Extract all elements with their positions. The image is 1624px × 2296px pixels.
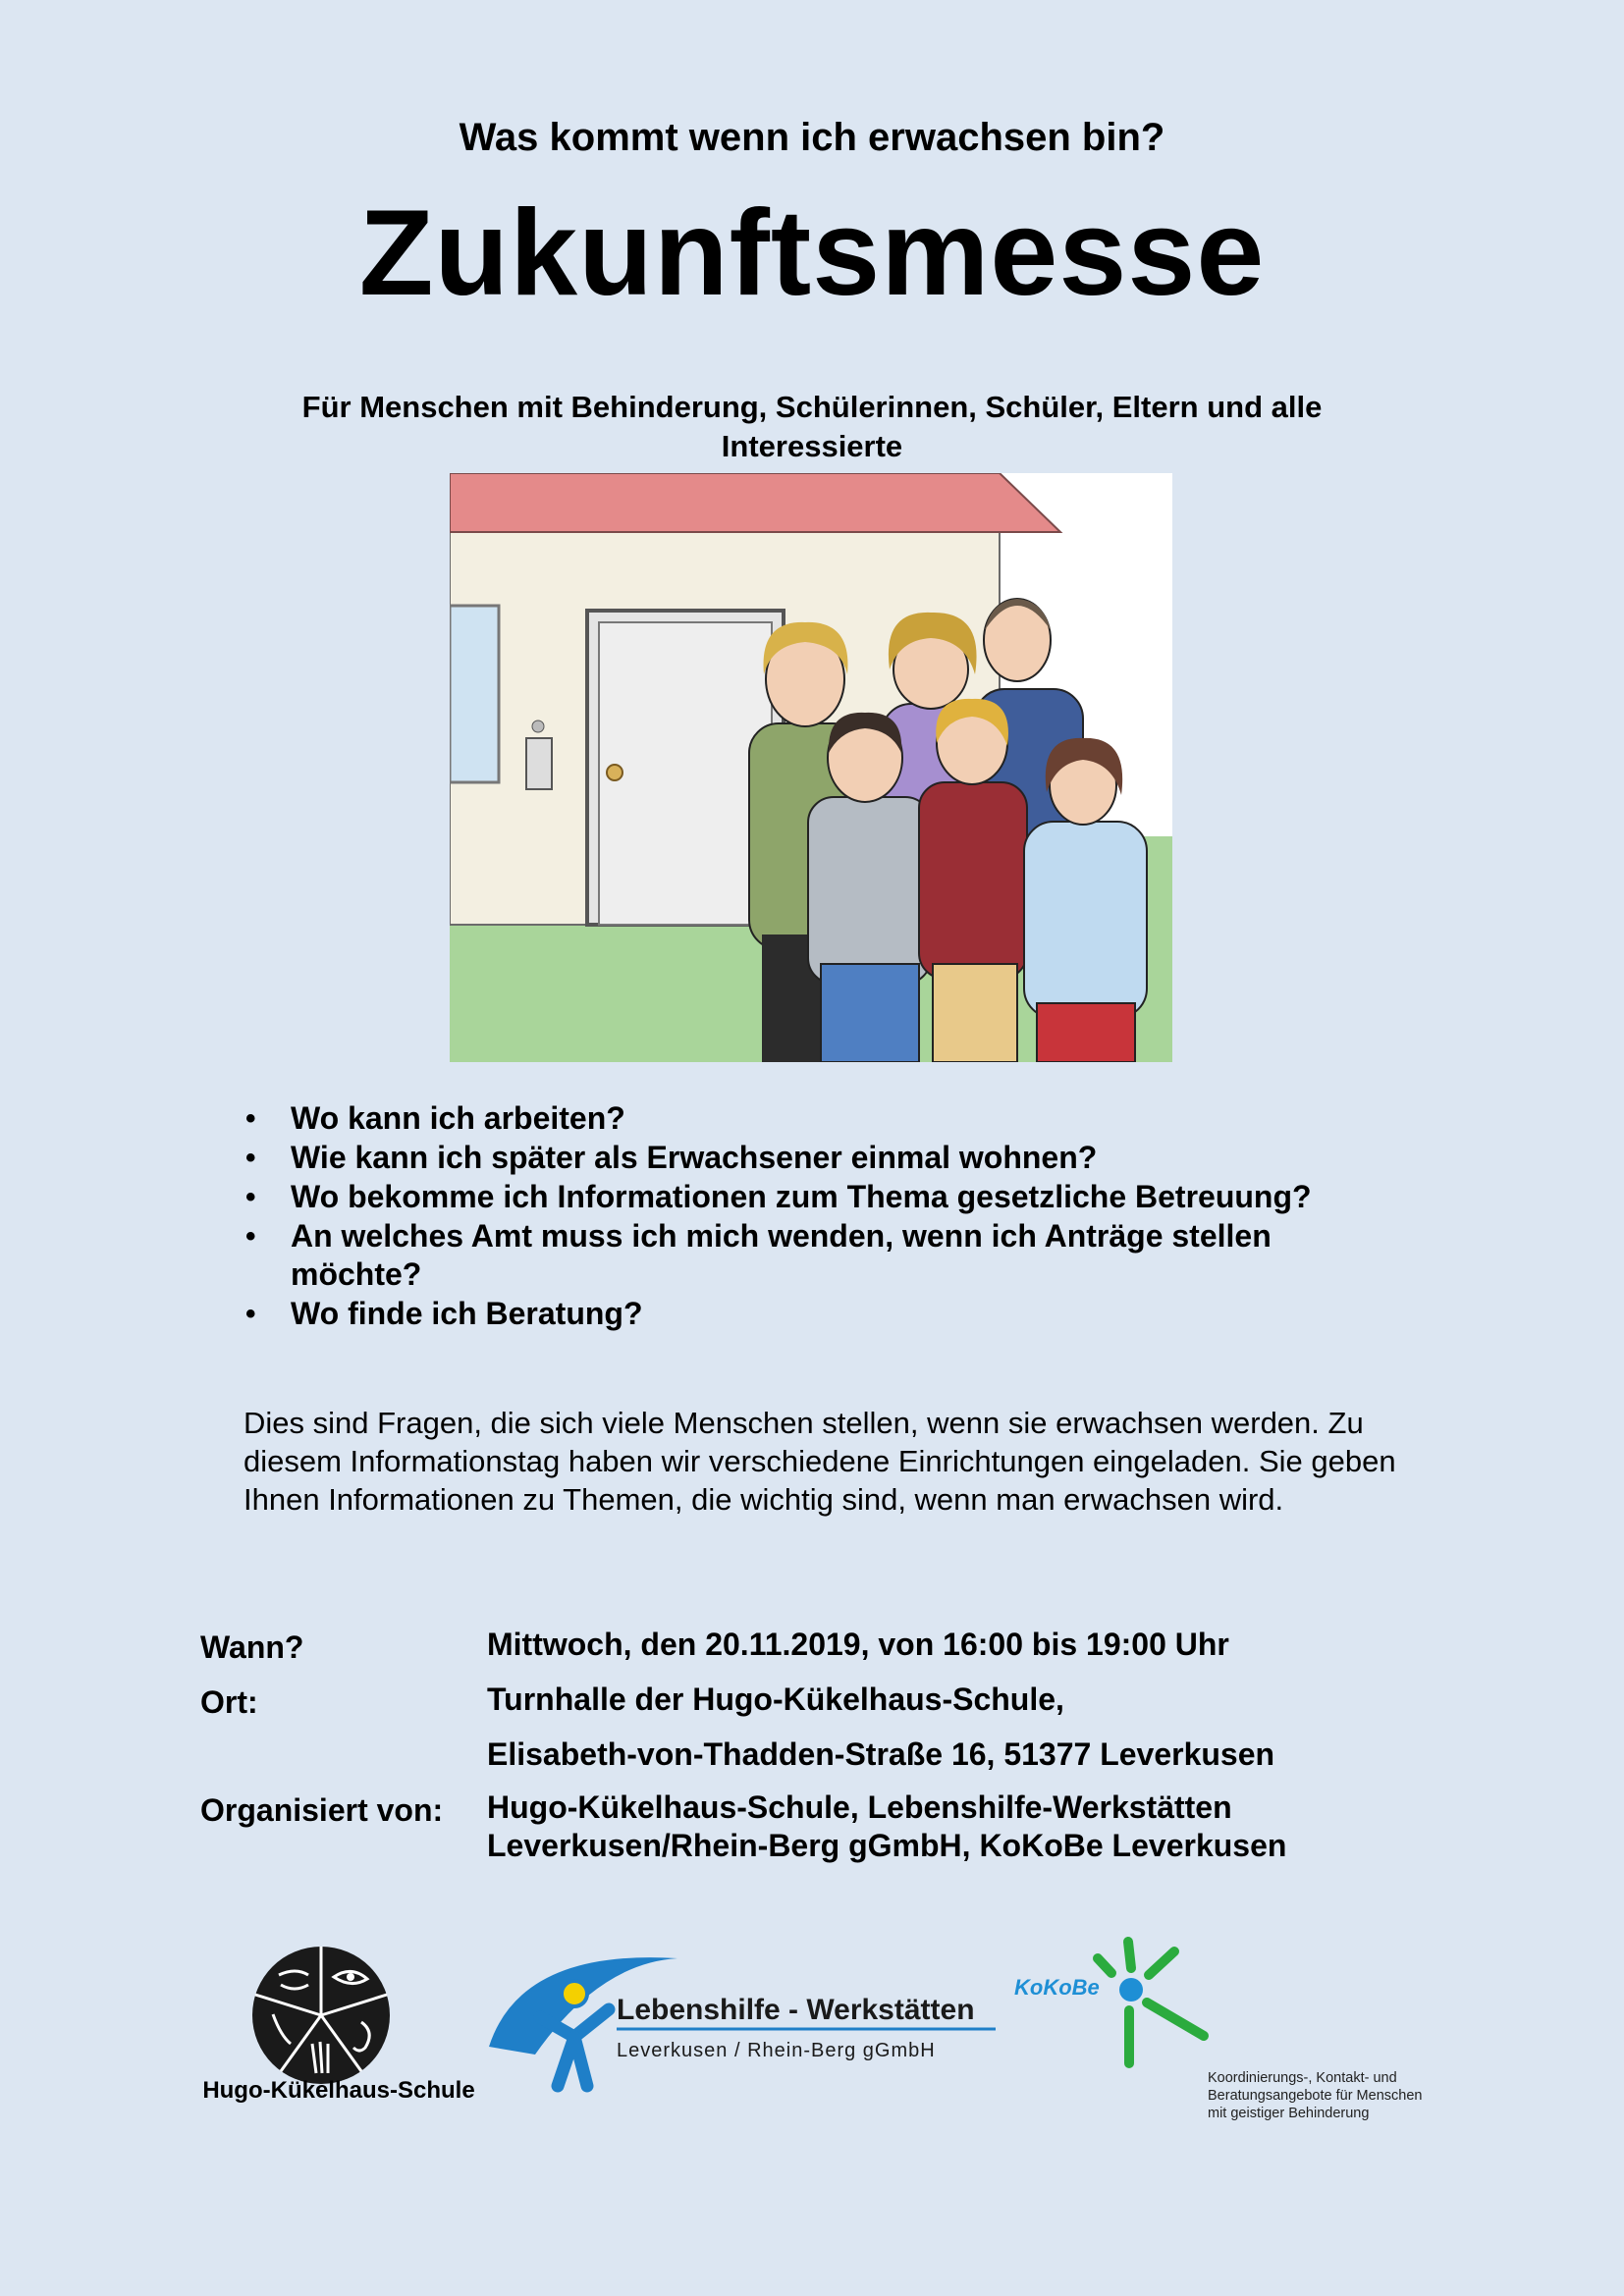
where-line-2: Elisabeth-von-Thadden-Straße 16, 51377 Leverkusen (487, 1736, 1275, 1772)
when-value: Mittwoch, den 20.11.2019, von 16:00 bis 19:00 Uhr (487, 1627, 1229, 1662)
organizer-label: Organisiert von: (200, 1792, 444, 1828)
organizer-line-1: Hugo-Kükelhaus-Schule, Lebenshilfe-Werkstätten (487, 1789, 1232, 1825)
where-label: Ort: (200, 1684, 258, 1720)
bullet-icon: • (245, 1220, 256, 1253)
page-title: Zukunftsmesse (358, 186, 1266, 321)
kokobe-description: Koordinierungs-, Kontakt- und Beratungsangebote für Menschen mit geistiger Behinderung (1208, 2070, 1423, 2121)
organizer-line-2: Leverkusen/Rhein-Berg gGmbH, KoKoBe Leverkusen (487, 1828, 1287, 1863)
where-line-1: Turnhalle der Hugo-Kükelhaus-Schule, (487, 1682, 1064, 1717)
audience-text: Für Menschen mit Behinderung, Schülerinnen, Schüler, Eltern und alle Interessierte (301, 390, 1323, 463)
bullet-icon: • (245, 1102, 256, 1135)
list-item: • Wo bekomme ich Informationen zum Thema gesetzliche Betreuung? (245, 1179, 1312, 1214)
window (450, 606, 499, 782)
lebenshilfe-logo (481, 1939, 1011, 2096)
group-of-people-illustration (450, 473, 1172, 1062)
intro-paragraph: Dies sind Fragen, die sich viele Menschen stellen, wenn sie erwachsen werden. Zu diesem Informationstag haben wir verschiedene Einrichtungen eingeladen. Sie geben Ihnen Informationen zu Themen, die wichtig sind, wenn man erwachsen wird. (244, 1406, 1396, 1517)
door-bell-panel (526, 738, 552, 789)
lebenshilfe-head (562, 1981, 587, 2006)
question-list (240, 1099, 1418, 1334)
list-item: • Wo finde ich Beratung? (245, 1296, 643, 1331)
door-knob (607, 765, 623, 780)
lebenshilfe-name: Lebenshilfe - Werkstätten (617, 1994, 975, 2026)
house-roof (450, 473, 1060, 532)
hks-logo-text: Hugo-Kükelhaus-Schule (202, 2077, 475, 2104)
bullet-icon: • (245, 1181, 256, 1213)
list-item: • Wie kann ich später als Erwachsener einmal wohnen? (245, 1140, 1098, 1175)
tagline: Was kommt wenn ich erwachsen bin? (459, 116, 1165, 159)
list-item: • Wo kann ich arbeiten? (245, 1100, 625, 1136)
kokobe-rays (1098, 1942, 1204, 2063)
kokobe-name: KoKoBe (1014, 1975, 1100, 2000)
lebenshilfe-subtitle: Leverkusen / Rhein-Berg gGmbH (617, 2040, 936, 2061)
kokobe-dot (1119, 1978, 1143, 2002)
bullet-icon: • (245, 1298, 256, 1330)
bullet-icon: • (245, 1142, 256, 1174)
when-label: Wann? (200, 1629, 304, 1665)
list-item: • An welches Amt muss ich mich wenden, wenn ich Anträge stellen möchte? (245, 1218, 1272, 1292)
hks-logo (251, 1946, 391, 2085)
kokobe-logo (1011, 1934, 1247, 2091)
